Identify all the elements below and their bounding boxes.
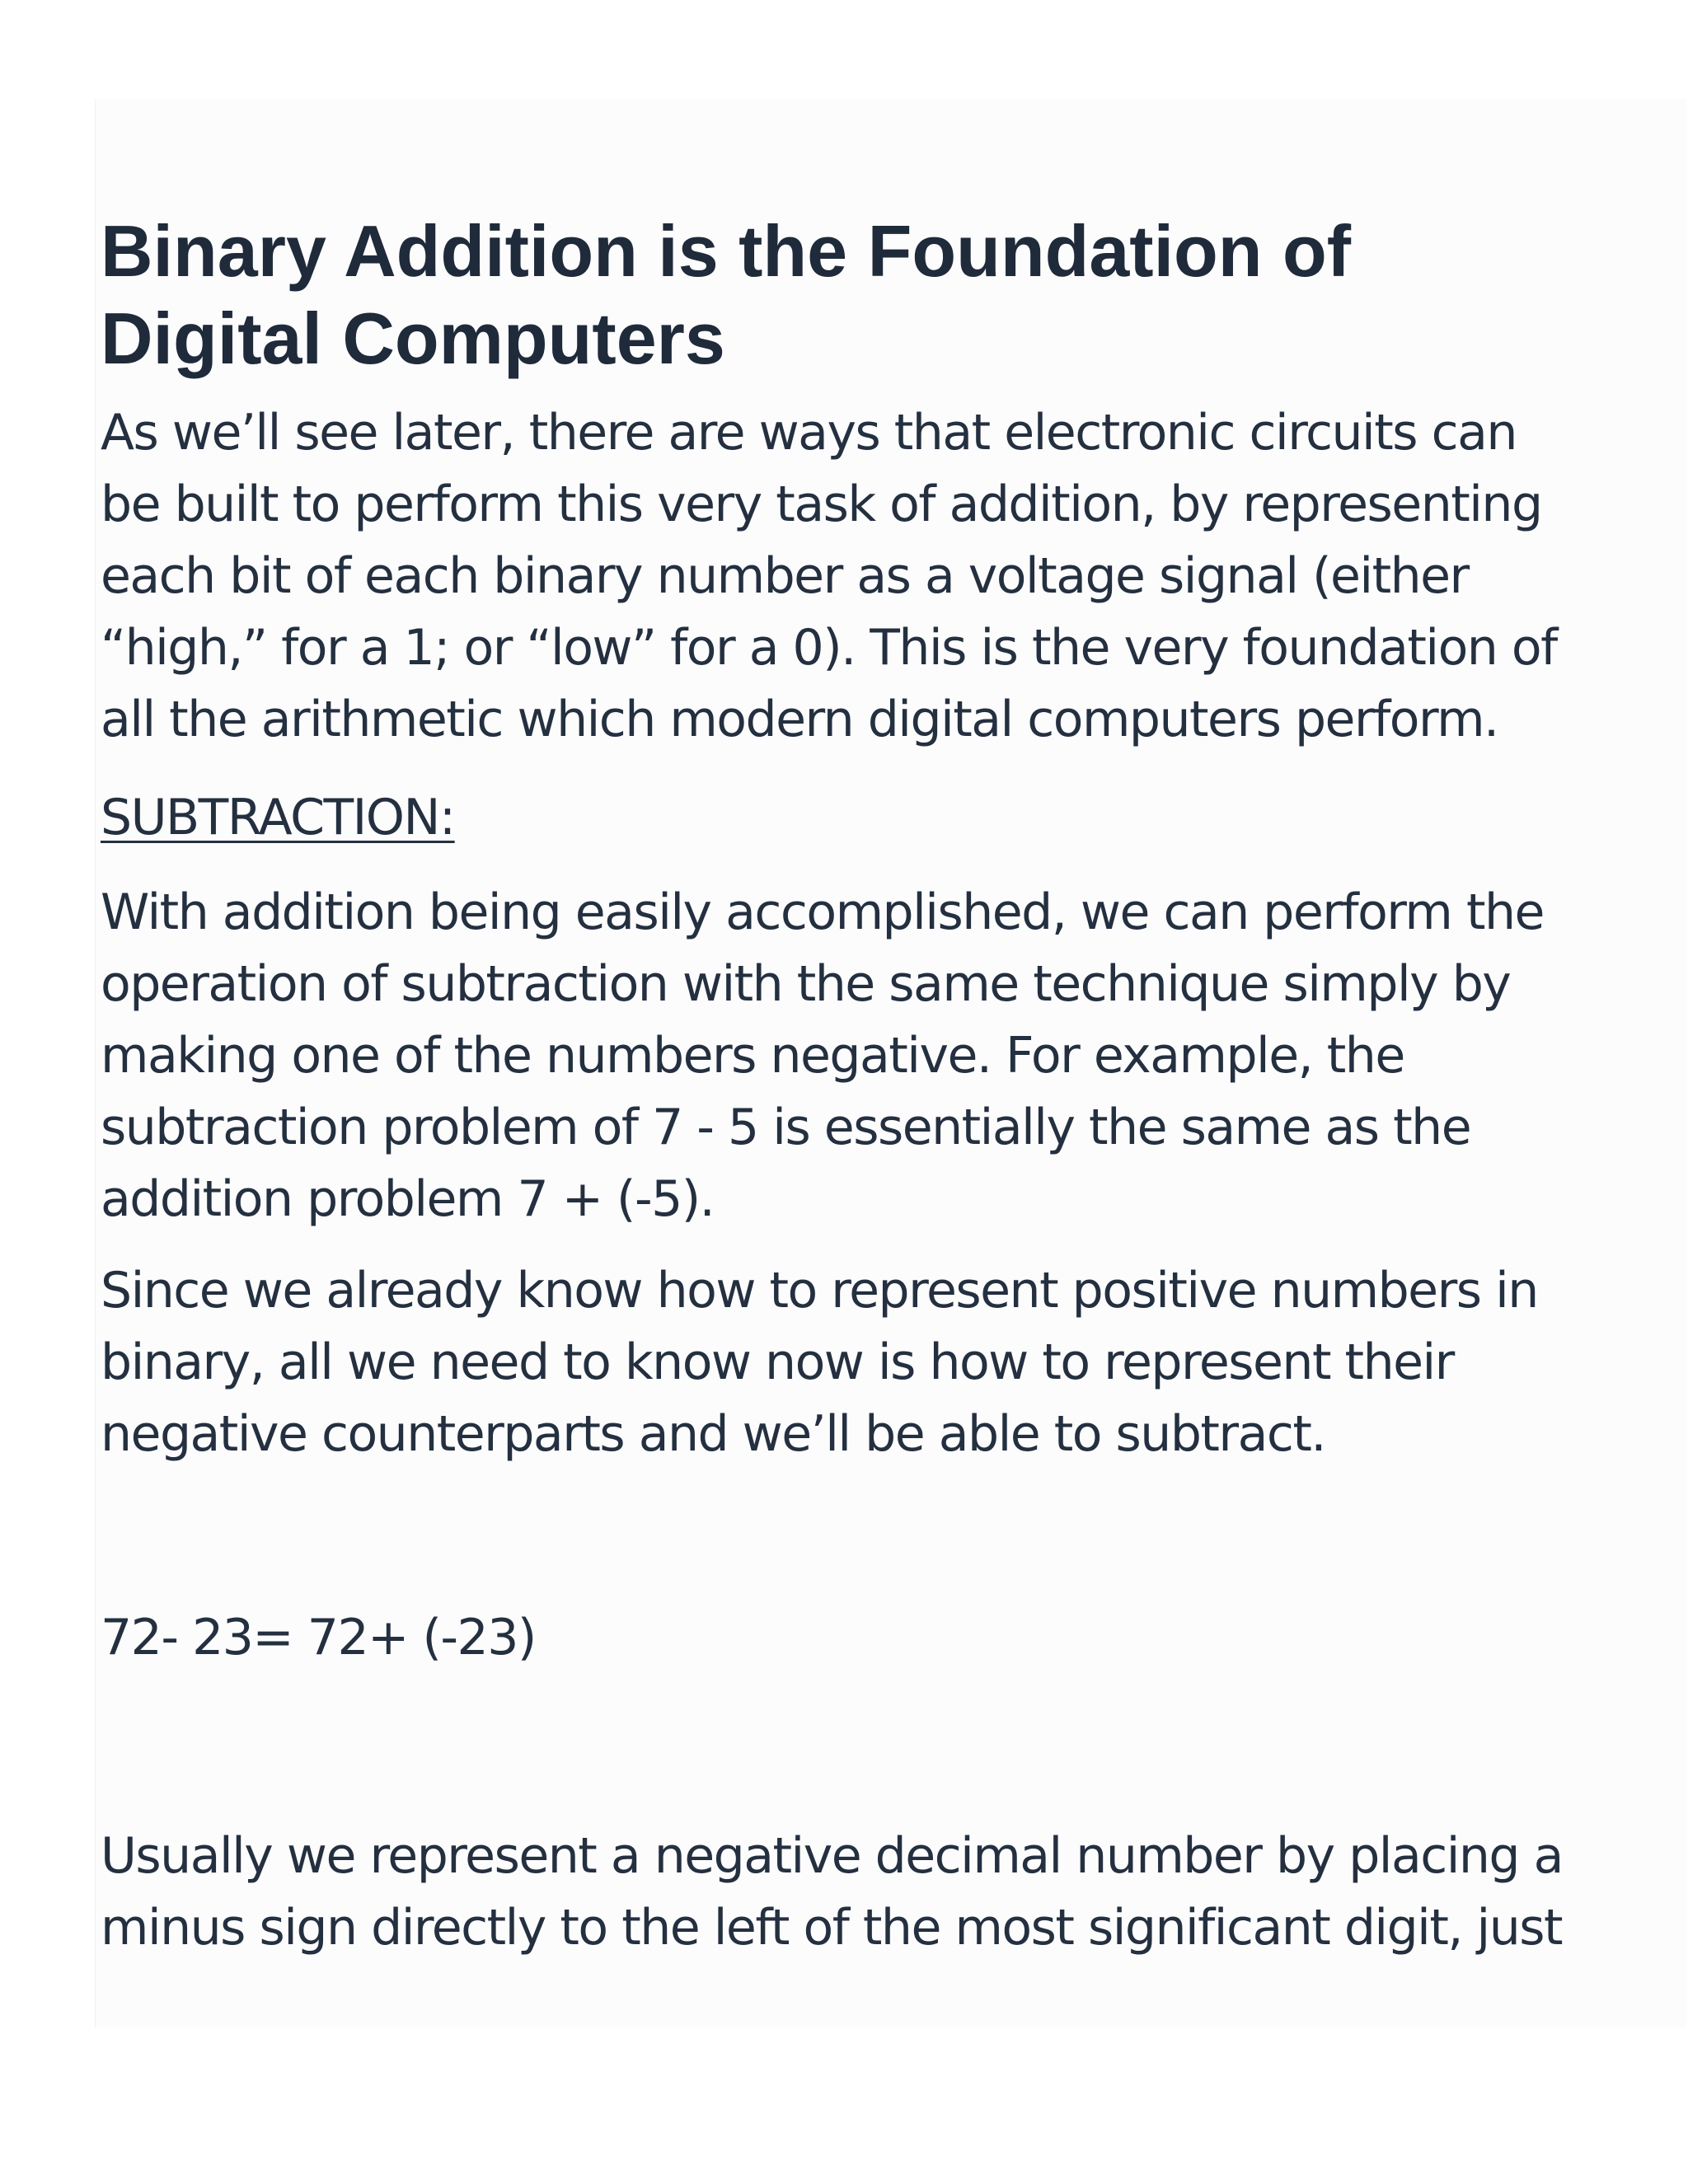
- paragraph-subtraction-technique: With addition being easily accomplished, we can perform the operation of subtraction with the same technique simply by making one of the numbers negative. For example, the subtraction problem of 7 - 5 is essentially the same as the addition problem 7 + (-5).: [101, 883, 1544, 1228]
- paragraph-negative-decimal: Usually we represent a negative decimal number by placing a minus sign directly to the left of the most significant digit, just: [101, 1827, 1563, 1957]
- equation-example: 72- 23= 72+ (-23): [101, 1609, 536, 1666]
- paragraph-binary-addition: As we’ll see later, there are ways that electronic circuits can be built to perform this very task of addition, by representing each bit of each binary number as a voltage signal (either “high,” for a 1; or “low” for a 0). This is the very foundation of all the arithmetic which modern digital computers perform.: [101, 404, 1557, 748]
- document-content: [101, 208, 1584, 1964]
- document-page: [95, 99, 1686, 2027]
- page-title: Binary Addition is the Foundation of Digital Computers: [101, 210, 1352, 379]
- paragraph-negative-counterparts: Since we already know how to represent positive numbers in binary, all we need to know now is how to represent their negative counterparts and we’ll be able to subtract.: [101, 1262, 1538, 1463]
- section-heading-subtraction: SUBTRACTION:: [101, 789, 455, 846]
